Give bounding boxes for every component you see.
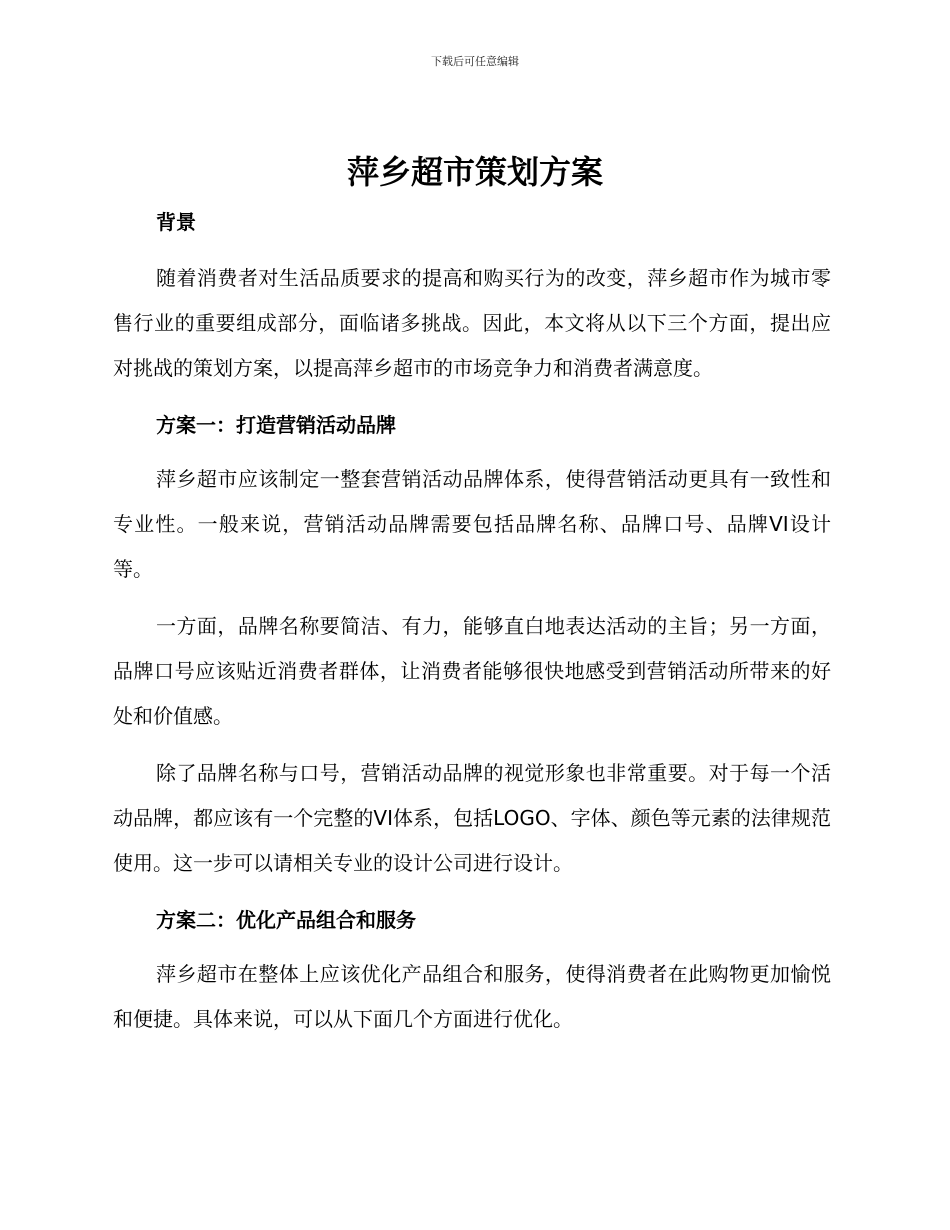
- page-header-note: 下载后可任意编辑: [431, 55, 519, 68]
- document-body: [113, 200, 831, 1042]
- section-heading-background: 背景: [156, 210, 196, 234]
- section-heading-plan-one: 方案一：打造营销活动品牌: [156, 413, 396, 437]
- paragraph-plan-one-visual-identity: 除了品牌名称与口号，营销活动品牌的视觉形象也非常重要。对于每一个活动品牌，都应该有一个完整的VI体系，包括LOGO、字体、颜色等元素的法律规范使用。这一步可以请相关专业的设计公司进行设计。: [113, 761, 831, 875]
- section-heading-plan-two: 方案二：优化产品组合和服务: [156, 908, 416, 932]
- paragraph-plan-two-intro: 萍乡超市在整体上应该优化产品组合和服务，使得消费者在此购物更加愉悦和便捷。具体来说，可以从下面几个方面进行优化。: [113, 962, 831, 1031]
- paragraph-plan-one-brand-system: 萍乡超市应该制定一整套营销活动品牌体系，使得营销活动更具有一致性和专业性。一般来说，营销活动品牌需要包括品牌名称、品牌口号、品牌VI设计等。: [113, 467, 831, 581]
- document-title: 萍乡超市策划方案: [346, 153, 603, 191]
- paragraph-background: 随着消费者对生活品质要求的提高和购买行为的改变，萍乡超市作为城市零售行业的重要组成部分，面临诸多挑战。因此，本文将从以下三个方面，提出应对挑战的策划方案，以提高萍乡超市的市场竞争力和消费者满意度。: [113, 266, 831, 380]
- paragraph-plan-one-name-slogan: 一方面，品牌名称要简洁、有力，能够直白地表达活动的主旨；另一方面，品牌口号应该贴近消费者群体，让消费者能够很快地感受到营销活动所带来的好处和价值感。: [113, 614, 831, 728]
